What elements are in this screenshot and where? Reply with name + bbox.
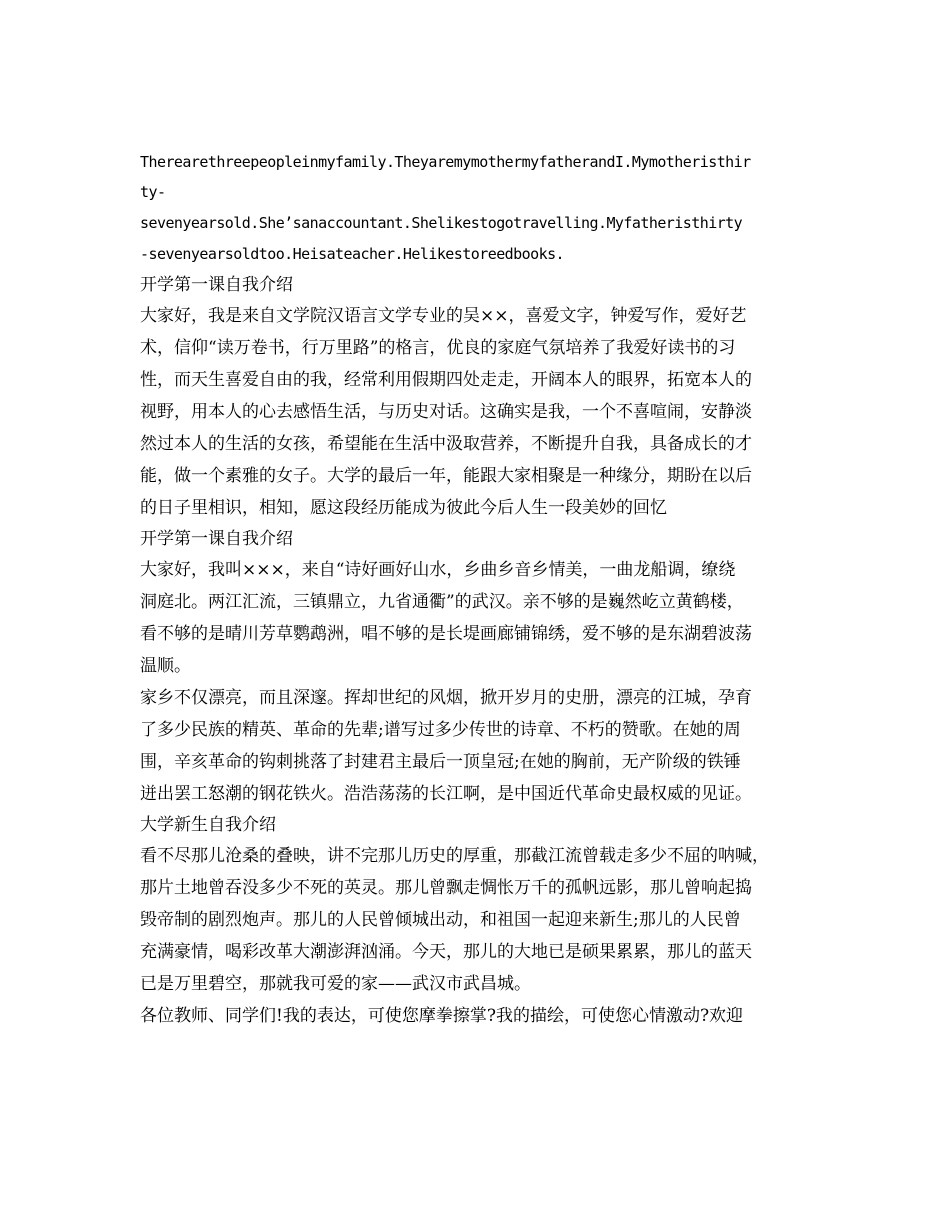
text-line: 大家好，我叫×××，来自“诗好画好山水，乡曲乡音乡情美，一曲龙船调，缭绕 [140, 560, 736, 580]
text-line: Therearethreepeopleinmyfamily.TheyaremymothermyfatherandI.Mymotheristhir [140, 153, 751, 171]
text-line: 围，辛亥革命的钩刺挑落了封建君主最后一顶皇冠;在她的胸前，无产阶级的铁锤 [140, 752, 741, 772]
text-line: 能，做一个素雅的女子。大学的最后一年，能跟大家相聚是一种缘分，期盼在以后 [140, 466, 752, 486]
text-line: 看不够的是晴川芳草鹦鹉洲，唱不够的是长堤画廊铺锦绣，爱不够的是东湖碧波荡 [140, 624, 752, 644]
text-line: sevenyearsold.She’sanaccountant.Shelikestogotravelling.Myfatheristhirty [140, 214, 743, 232]
text-line: 温顺。 [140, 656, 191, 676]
text-line: 迸出罢工怒潮的钢花铁火。浩浩荡荡的长江啊，是中国近代革命史最权威的见证。 [140, 784, 752, 804]
text-line: 的日子里相识，相知，愿这段经历能成为彼此今后人生一段美妙的回忆 [140, 498, 667, 518]
text-line: 毁帝制的剧烈炮声。那儿的人民曾倾城出动，和祖国一起迎来新生;那儿的人民曾 [140, 910, 741, 930]
text-line: 术，信仰“读万卷书，行万里路”的格言，优良的家庭气氛培养了我爱好读书的习 [140, 338, 736, 358]
text-line: 洞庭北。两江汇流，三镇鼎立，九省通衢”的武汉。亲不够的是巍然屹立黄鹤楼， [140, 592, 744, 612]
section-heading: 大学新生自我介绍 [140, 815, 276, 835]
english-paragraph [140, 148, 820, 270]
text-line: 然过本人的生活的女孩，希望能在生活中汲取营养，不断提升自我，具备成长的才 [140, 434, 752, 454]
text-line: 那片土地曾吞没多少不死的英灵。那儿曾飘走惆怅万千的孤帆远影，那儿曾响起捣 [140, 878, 752, 898]
section-3 [140, 810, 820, 1032]
text-line: 充满豪情，喝彩改革大潮澎湃汹涌。今天，那儿的大地已是硕果累累，那儿的蓝天 [140, 942, 752, 962]
section-heading: 开学第一课自我介绍 [140, 275, 293, 295]
document-page [140, 148, 820, 1032]
text-line: ty- [140, 183, 166, 201]
section-heading: 开学第一课自我介绍 [140, 529, 293, 549]
text-line: 家乡不仅漂亮，而且深邃。挥却世纪的风烟，掀开岁月的史册，漂亮的江城，孕育 [140, 688, 752, 708]
text-line: 了多少民族的精英、革命的先辈;谱写过多少传世的诗章、不朽的赞歌。在她的周 [140, 720, 741, 740]
text-line: 各位教师、同学们!我的表达，可使您摩拳擦掌?我的描绘，可使您心情激动?欢迎 [140, 1006, 744, 1026]
text-line: 已是万里碧空，那就我可爱的家——武汉市武昌城。 [140, 974, 531, 994]
text-line: -sevenyearsoldtoo.Heisateacher.Helikestoreedbooks. [140, 245, 565, 263]
section-1 [140, 270, 820, 524]
text-line: 看不尽那儿沧桑的叠映，讲不完那儿历史的厚重，那截江流曾载走多少不屈的呐喊， [140, 846, 769, 866]
text-line: 性，而天生喜爱自由的我，经常利用假期四处走走，开阔本人的眼界，拓宽本人的 [140, 370, 752, 390]
section-2 [140, 524, 820, 810]
text-line: 大家好，我是来自文学院汉语言文学专业的吴××，喜爱文字，钟爱写作，爱好艺 [140, 306, 747, 326]
text-line: 视野，用本人的心去感悟生活，与历史对话。这确实是我，一个不喜喧闹，安静淡 [140, 402, 752, 422]
